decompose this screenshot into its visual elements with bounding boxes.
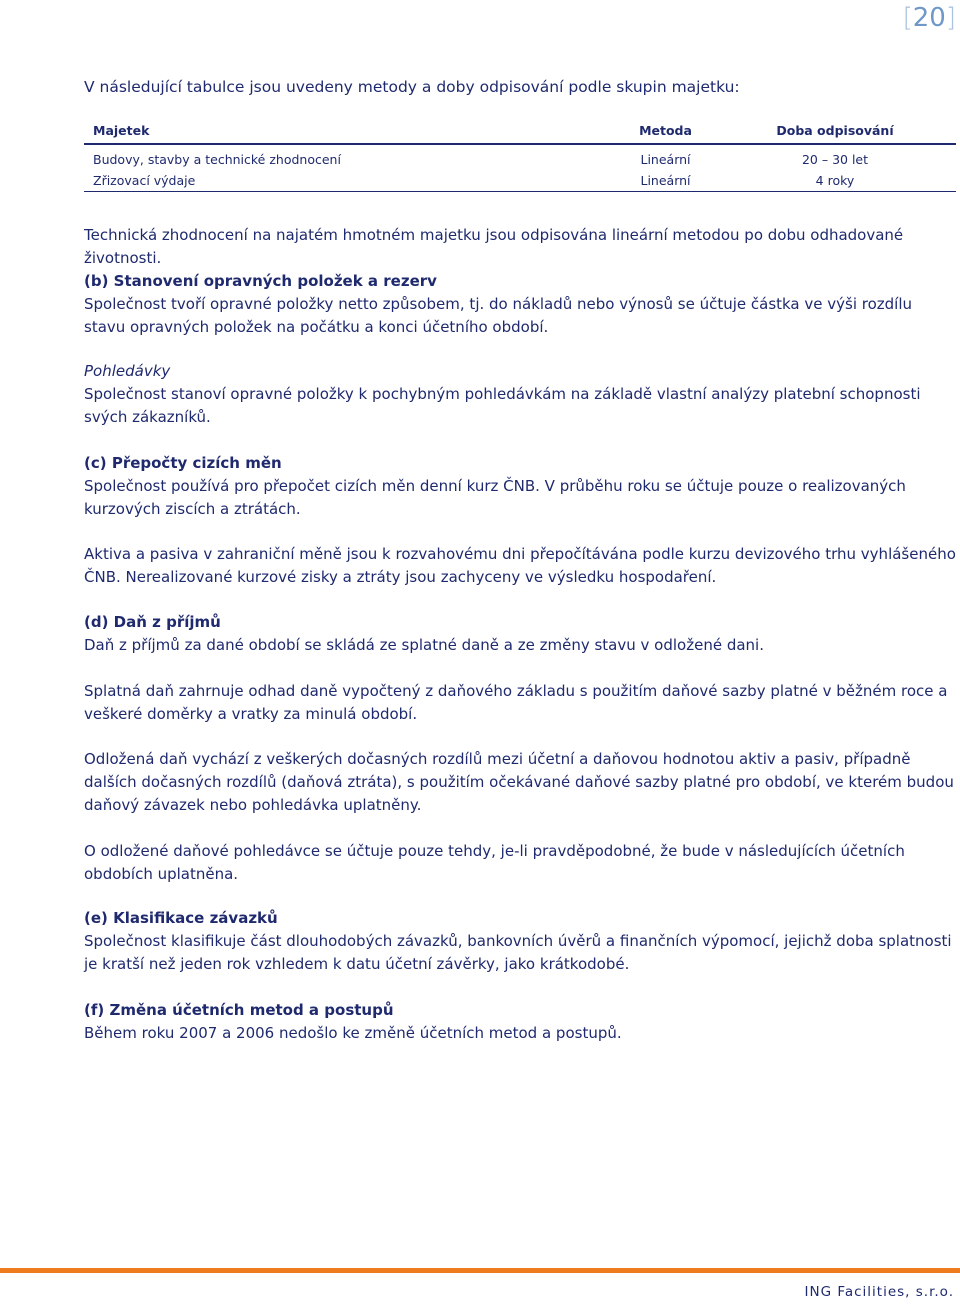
heading-d: (d) Daň z příjmů — [84, 613, 221, 631]
page-number: [20] — [902, 3, 956, 33]
paragraph-c2: Aktiva a pasiva v zahraniční měně jsou k rozvahovému dni přepočítávána podle kurzu devizového trhu vyhlášeného ČNB. Nerealizované kurzové zisky a ztráty jsou zachyceny ve výsledku hospodaření. — [84, 545, 956, 586]
paragraph-f: Během roku 2007 a 2006 nedošlo ke změně účetních metod a postupů. — [84, 1024, 622, 1042]
heading-b: (b) Stanovení opravných položek a rezerv — [84, 272, 437, 290]
heading-f: (f) Změna účetních metod a postupů — [84, 1001, 394, 1019]
header-majetek: Majetek — [93, 123, 150, 138]
footer-company: ING Facilities, s.r.o. — [804, 1284, 954, 1300]
header-metoda: Metoda — [639, 123, 692, 138]
subheading-pohledavky: Pohledávky — [84, 362, 171, 380]
header-doba: Doba odpisování — [776, 123, 894, 138]
footer-divider — [0, 1268, 960, 1273]
paragraph-pohledavky: Společnost stanoví opravné položky k pochybným pohledávkám na základě vlastní analýzy platební schopnosti svých zákazníků. — [84, 385, 921, 426]
depreciation-table — [84, 120, 956, 192]
paragraph-b: Společnost tvoří opravné položky netto způsobem, tj. do nákladů nebo výnosů se účtuje částka ve výši rozdílu stavu opravných položek na počátku a konci účetního období. — [84, 295, 913, 336]
paragraph-d3: Odložená daň vychází z veškerých dočasných rozdílů mezi účetní a daňovou hodnotou aktiv a pasiv, případně dalších dočasných rozdílů (daňová ztráta), s použitím očekávané daňové sazby platné pro období, ve kterém budou daňový závazek nebo pohledávka uplatněny. — [84, 750, 954, 814]
paragraph-d1: Daň z příjmů za dané období se skládá ze splatné daně a ze změny stavu v odložené dani. — [84, 636, 764, 654]
paragraph-c1: Společnost používá pro přepočet cizích měn denní kurz ČNB. V průběhu roku se účtuje pouze o realizovaných kurzových ziscích a ztrátách. — [84, 477, 906, 518]
heading-c: (c) Přepočty cizích měn — [84, 454, 282, 472]
heading-e: (e) Klasifikace závazků — [84, 909, 278, 927]
intro-text: V následující tabulce jsou uvedeny metody a doby odpisování podle skupin majetku: — [84, 78, 740, 96]
table-row: Zřizovací výdaje Lineární 4 roky — [84, 170, 956, 192]
table-header — [84, 120, 956, 145]
paragraph-d2: Splatná daň zahrnuje odhad daně vypočtený z daňového základu s použitím daňové sazby platné v běžném roce a veškeré doměrky a vratky za minulá období. — [84, 682, 948, 723]
paragraph-d4: O odložené daňové pohledávce se účtuje pouze tehdy, je-li pravděpodobné, že bude v následujících účetních obdobích uplatněna. — [84, 842, 905, 883]
table-row: Budovy, stavby a technické zhodnocení Lineární 20 – 30 let — [93, 152, 869, 167]
tech-paragraph: Technická zhodnocení na najatém hmotném majetku jsou odpisována lineární metodou po dobu odhadované životnosti. — [84, 226, 904, 267]
paragraph-e: Společnost klasifikuje část dlouhodobých závazků, bankovních úvěrů a finančních výpomocí, jejichž doba splatnosti je kratší než jeden rok vzhledem k datu účetní závěrky, jako krátkodobé. — [84, 932, 952, 973]
